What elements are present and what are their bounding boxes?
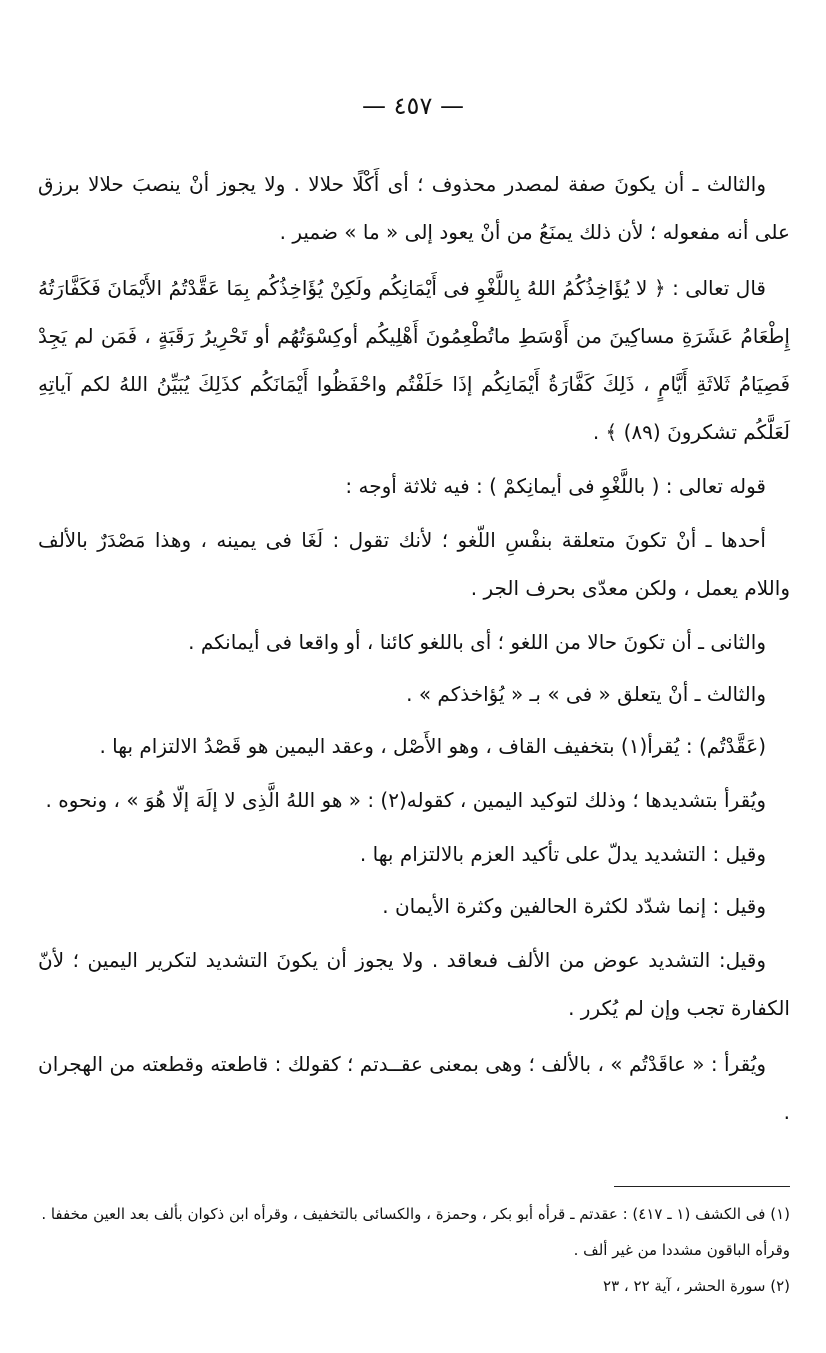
paragraph: والثانى ـ أن تكونَ حالا من اللغو ؛ أى باللغو كائنا ، أو واقعا فى أيمانكم . xyxy=(188,630,766,654)
footnote-2: (٢) سورة الحشر ، آية ٢٢ ، ٢٣ xyxy=(603,1277,790,1295)
paragraph: وقيل: التشديد عوض من الألف فىعاقد . ولا يجوز أن يكونَ التشديد لتكرير اليمين ؛ لأنّ الكفارة تجب وإن لم يُكرر . xyxy=(38,948,790,1020)
paragraph: ويُقرأ بتشديدها ؛ وذلك لتوكيد اليمين ، كقوله(٢) : « هو اللهُ الَّذِى لا إلَهَ إلّا هُوَ » ، ونحوه . xyxy=(45,788,766,812)
paragraph: وقيل : التشديد يدلّ على تأكيد العزم بالالتزام بها . xyxy=(359,842,766,866)
paragraph: ويُقرأ : « عاقَدْتُم » ، بالألف ؛ وهى بمعنى عقــدتم ؛ كقولك : قاطعته وقطعته من الهجران . xyxy=(38,1052,790,1124)
page-number: — ٤٥٧ — xyxy=(362,92,464,120)
paragraph: وقيل : إنما شدّد لكثرة الحالفين وكثرة الأيمان . xyxy=(382,894,766,918)
body-text xyxy=(38,160,790,1144)
footnotes xyxy=(38,1196,790,1304)
paragraph: قوله تعالى : ( باللَّغْوِ فى أيمانِكمْ ) : فيه ثلاثة أوجه : xyxy=(345,474,766,498)
paragraph: والثالث ـ أن يكونَ صفة لمصدر محذوف ؛ أى أَكْلًا حلالا . ولا يجوز أنْ ينصبَ حلالا برزق على أنه مفعوله ؛ لأن ذلك يمنَعُ من أنْ يعود إلى « ما » ضمير . xyxy=(38,172,790,244)
footnote-divider xyxy=(614,1186,790,1187)
paragraph: والثالث ـ أنْ يتعلق « فى » بـ « يُؤاخذكم » . xyxy=(406,682,766,706)
paragraph: أحدها ـ أنْ تكونَ متعلقة بنفْسِ اللّغو ؛ لأنك تقول : لَغَا فى يمينه ، وهذا مَصْدَرٌ بالألف واللام يعمل ، ولكن معدّى بحرف الجر . xyxy=(38,528,790,600)
paragraph: (عَقَّدْتُم) : يُقرأ(١) بتخفيف القاف ، وهو الأَصْل ، وعقد اليمين هو قَصْدُ الالتزام بها . xyxy=(99,734,766,758)
quran-verse-paragraph: قال تعالى : ﴿ لا يُؤَاخِذُكُمُ اللهُ بِاللَّغْوِ فى أَيْمَانِكُم ولَكِنْ يُؤَاخِذُكُم بِمَا عَقَّدْتُمُ الأَيْمَانَ فَكَفَّارَتُهُ إِطْعَامُ عَشَرَةِ مساكِينَ من أَوْسَطِ ماتُطْعِمُونَ أَهْلِيكُم أوكِسْوَتُهُم أو تَحْرِيرُ رَقَبَةٍ ، فَمَن لم يَجِدْ فَصِيَامُ ثَلاثَةِ أَيَّامٍ ، ذَلِكَ كَفَّارَةُ أَيْمَانِكُم إذَا حَلَفْتُم واحْفَظُوا أَيْمَانَكُم كذَلِكَ يُبَيِّنُ اللهُ لكم آياتِهِ لَعَلَّكُم تشكرونَ (٨٩) ﴾ . xyxy=(38,276,790,444)
footnote-1: (١) فى الكشف (١ ـ ٤١٧) : عقدتم ـ قرأه أبو بكر ، وحمزة ، والكسائى بالتخفيف ، وقرأه ابن ذكوان بألف بعد العين مخففا . وقرأه الباقون مشددا من غير ألف . xyxy=(41,1205,790,1259)
